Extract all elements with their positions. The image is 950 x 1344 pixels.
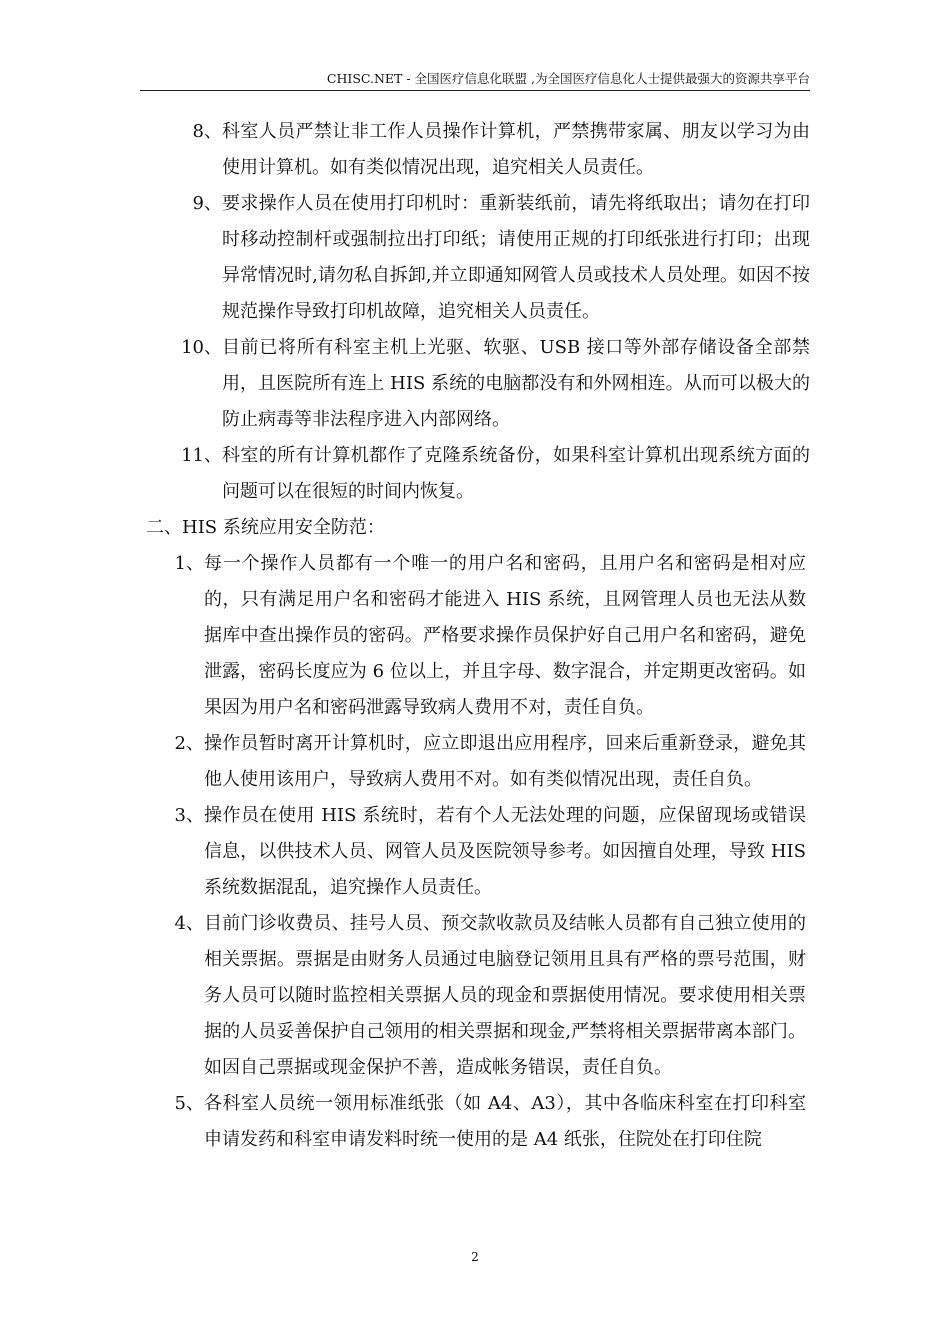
item-number: 1、 [174, 553, 204, 574]
list-item [0, 546, 950, 726]
item-text: 操作员在使用 HIS 系统时，若有个人无法处理的问题，应保留现场或错误信息，以供技术人员、网管人员及医院领导参考。如因擅自处理，导致 HIS 系统数据混乱，追究操作人员责任。 [204, 805, 806, 898]
item-text: 每一个操作人员都有一个唯一的用户名和密码，且用户名和密码是相对应的，只有满足用户名和密码才能进入 HIS 系统，且网管理人员也无法从数据库中查出操作员的密码。严格要求操作员保护好自己用户名和密码，避免泄露，密码长度应为 6 位以上，并且字母、数字混合，并定期更改密码。如果因为用户名和密码泄露导致病人费用不对，责任自负。 [204, 553, 806, 718]
list-item [0, 798, 950, 906]
document-body [0, 114, 950, 1158]
item-number: 2、 [174, 733, 204, 754]
item-number: 10、 [181, 337, 222, 358]
header-text: CHISC.NET - 全国医疗信息化联盟 ,为全国医疗信息化人士提供最强大的资源共享平台 [326, 71, 810, 86]
page-number: 2 [471, 1250, 479, 1264]
item-number: 3、 [174, 805, 204, 826]
item-text: 要求操作人员在使用打印机时：重新装纸前，请先将纸取出；请勿在打印时移动控制杆或强制拉出打印纸；请使用正规的打印纸张进行打印；出现异常情况时,请勿私自拆卸,并立即通知网管人员或技术人员处理。如因不按规范操作导致打印机故障，追究相关人员责任。 [222, 193, 810, 322]
list-item [0, 186, 950, 330]
item-number: 9、 [192, 193, 222, 214]
item-text: 目前门诊收费员、挂号人员、预交款收款员及结帐人员都有自己独立使用的相关票据。票据是由财务人员通过电脑登记领用且具有严格的票号范围，财务人员可以随时监控相关票据人员的现金和票据使用情况。要求使用相关票据的人员妥善保护自己领用的相关票据和现金,严禁将相关票据带离本部门。如因自己票据或现金保护不善，造成帐务错误，责任自负。 [204, 913, 806, 1078]
list-item [0, 906, 950, 1086]
list-item [0, 114, 950, 186]
item-number: 5、 [174, 1093, 204, 1114]
section-heading: 二、HIS 系统应用安全防范： [146, 517, 385, 538]
item-text: 各科室人员统一领用标准纸张（如 A4、A3），其中各临床科室在打印科室申请发药和科室申请发料时统一使用的是 A4 纸张，住院处在打印住院 [204, 1093, 806, 1150]
item-text: 科室人员严禁让非工作人员操作计算机，严禁携带家属、朋友以学习为由使用计算机。如有类似情况出现，追究相关人员责任。 [222, 121, 810, 178]
item-text: 目前已将所有科室主机上光驱、软驱、USB 接口等外部存储设备全部禁用，且医院所有连上 HIS 系统的电脑都没有和外网相连。从而可以极大的防止病毒等非法程序进入内部网络。 [222, 337, 810, 430]
list-item [0, 438, 950, 510]
item-text: 科室的所有计算机都作了克隆系统备份，如果科室计算机出现系统方面的问题可以在很短的时间内恢复。 [222, 445, 810, 502]
list-item [0, 330, 950, 438]
list-item [0, 1086, 950, 1158]
item-number: 11、 [181, 445, 222, 466]
item-text: 操作员暂时离开计算机时，应立即退出应用程序，回来后重新登录，避免其他人使用该用户，导致病人费用不对。如有类似情况出现，责任自负。 [204, 733, 806, 790]
page-header [140, 70, 810, 91]
item-number: 4、 [174, 913, 204, 934]
item-number: 8、 [192, 121, 222, 142]
list-item [0, 726, 950, 798]
